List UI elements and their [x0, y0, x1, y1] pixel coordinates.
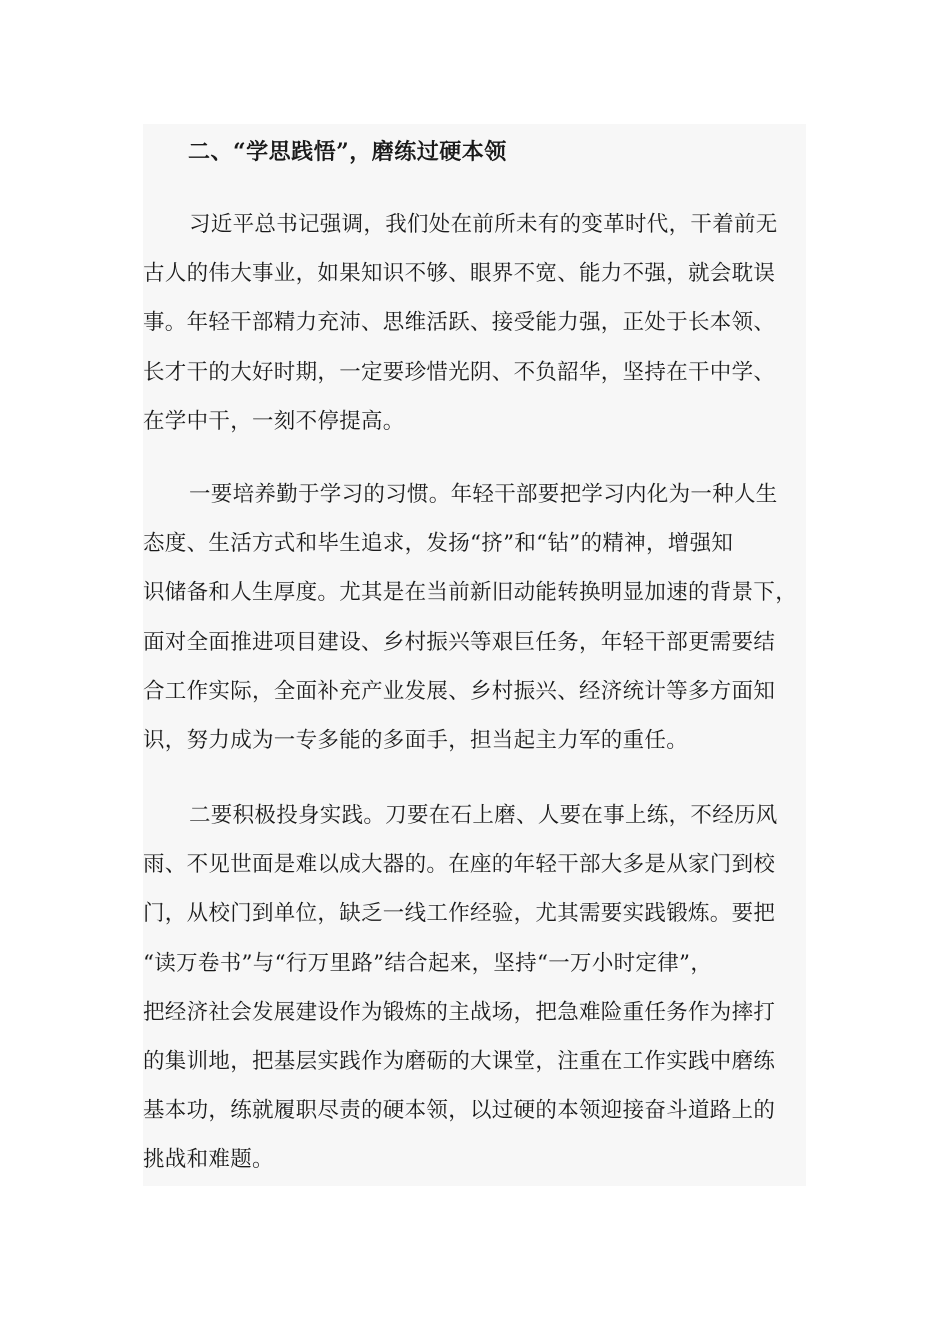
- paragraph-line: 把经济社会发展建设作为锻炼的主战场，把急难险重任务作为摔打: [143, 999, 776, 1025]
- paragraph-line: 一要培养勤于学习的习惯。年轻干部要把学习内化为一种人生: [189, 482, 778, 507]
- paragraph-1: [143, 200, 806, 446]
- paragraph-line: 面对全面推进项目建设、乡村振兴等艰巨任务，年轻干部更需要结: [143, 629, 776, 655]
- paragraph-line: 挑战和难题。: [143, 1147, 274, 1173]
- paragraph-2: [143, 470, 806, 765]
- paragraph-line: 雨、不见世面是难以成大器的。在座的年轻干部大多是从家门到校: [143, 852, 776, 878]
- paragraph-line: 二要积极投身实践。刀要在石上磨、人要在事上练，不经历风: [189, 803, 778, 828]
- paragraph-line: “读万卷书”与“行万里路”结合起来，坚持“一万小时定律”，: [143, 950, 713, 976]
- paragraph-line: 长才干的大好时期，一定要珍惜光阴、不负韶华，坚持在干中学、: [143, 359, 776, 385]
- paragraph-3: [143, 791, 806, 1185]
- section-heading: 二、“学思践悟”，磨练过硬本领: [188, 139, 507, 165]
- paragraph-line: 在学中干，一刻不停提高。: [143, 408, 405, 434]
- paragraph-line: 基本功，练就履职尽责的硬本领，以过硬的本领迎接奋斗道路上的: [143, 1098, 776, 1124]
- paragraph-line: 的集训地，把基层实践作为磨砺的大课堂，注重在工作实践中磨练: [143, 1048, 776, 1074]
- paragraph-line: 态度、生活方式和毕生追求，发扬“挤”和“钻”的精神，增强知: [143, 531, 734, 557]
- paragraph-line: 识储备和人生厚度。尤其是在当前新旧动能转换明显加速的背景下，: [143, 580, 798, 606]
- paragraph-line: 古人的伟大事业，如果知识不够、眼界不宽、能力不强，就会耽误: [143, 261, 776, 287]
- paragraph-line: 门，从校门到单位，缺乏一线工作经验，尤其需要实践锻炼。要把: [143, 901, 776, 927]
- paragraph-line: 合工作实际，全面补充产业发展、乡村振兴、经济统计等多方面知: [143, 678, 776, 704]
- paragraph-line: 事。年轻干部精力充沛、思维活跃、接受能力强，正处于长本领、: [143, 310, 776, 336]
- paragraph-line: 识，努力成为一专多能的多面手，担当起主力军的重任。: [143, 727, 689, 753]
- paragraph-line: 习近平总书记强调，我们处在前所未有的变革时代，干着前无: [189, 212, 778, 237]
